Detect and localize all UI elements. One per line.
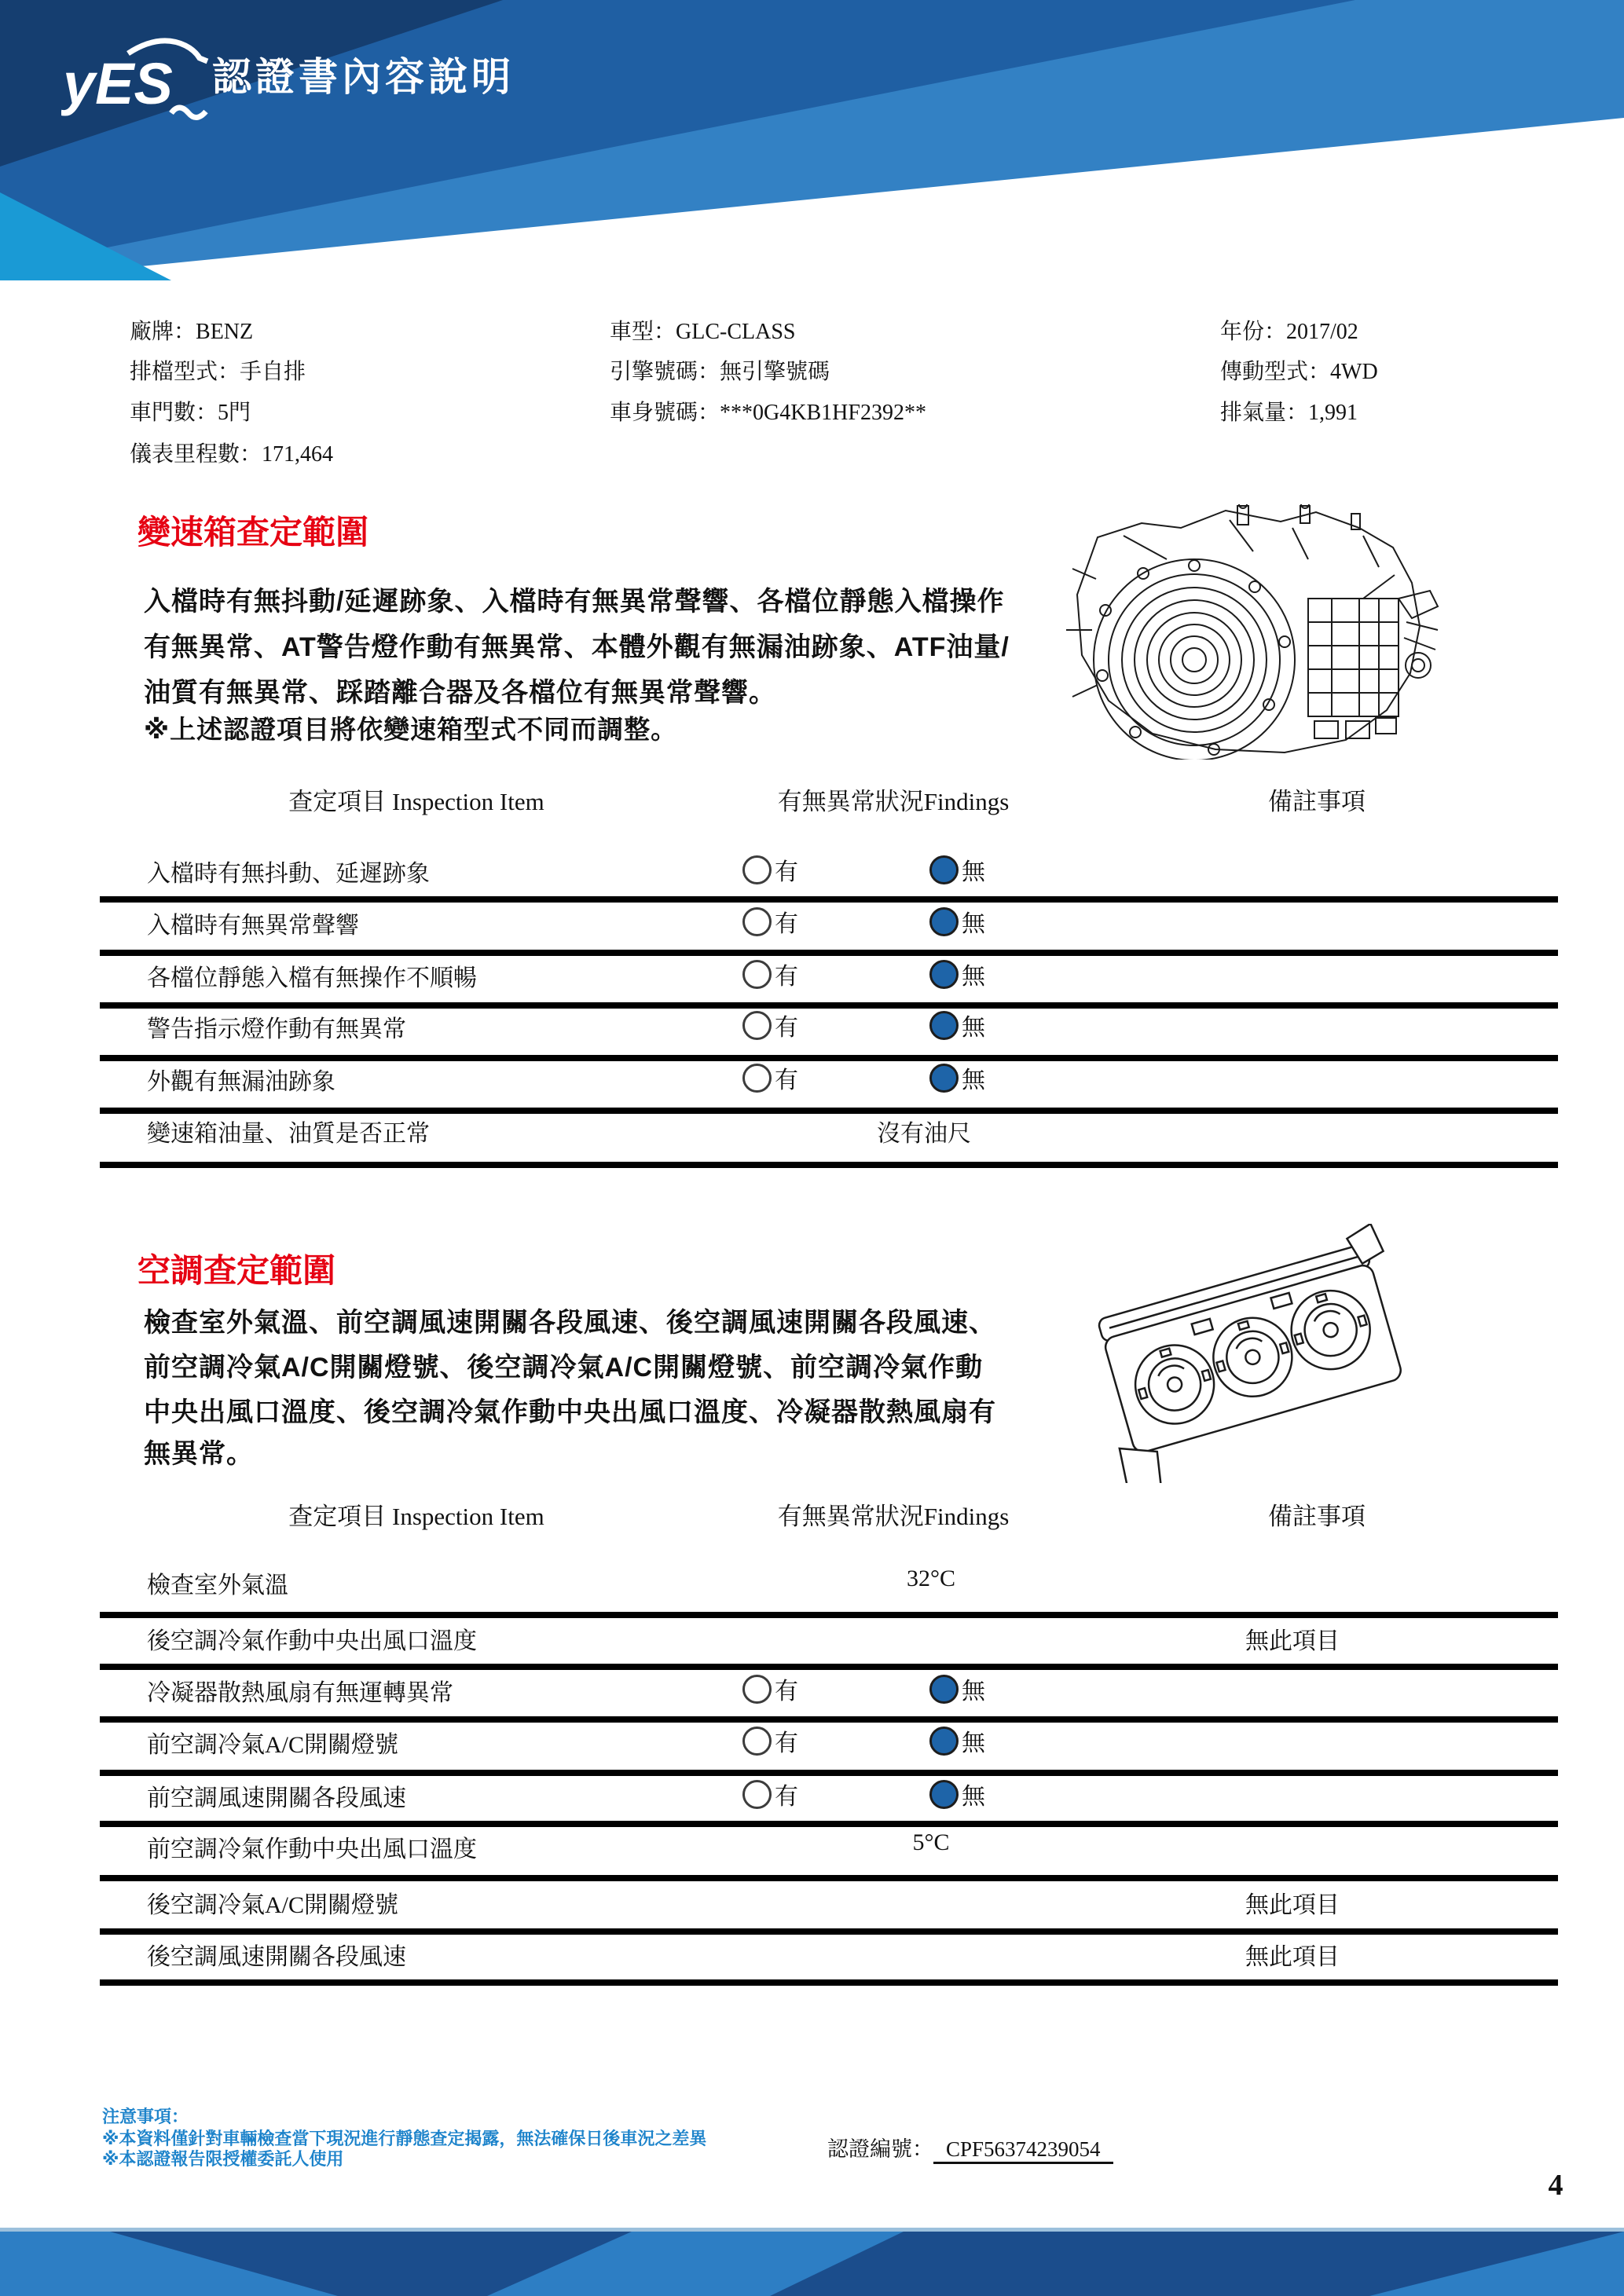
- radio-unselected-icon[interactable]: [742, 1727, 772, 1756]
- inspection-item-label: 入檔時有無異常聲響: [147, 913, 359, 939]
- ac-panel-illustration: [1091, 1224, 1413, 1483]
- inspection-item-label: 冷凝器散熱風扇有無運轉異常: [147, 1680, 453, 1706]
- field-value: 5門: [218, 401, 251, 425]
- inspection-item-label: 各檔位靜態入檔有無操作不順暢: [147, 965, 477, 991]
- radio-option-no[interactable]: [929, 957, 985, 991]
- logo-swoosh: [171, 108, 206, 118]
- row-divider: [100, 1162, 1558, 1168]
- vehicle-field-displacement: [1220, 395, 1358, 427]
- field-label: 車身號碼: [610, 401, 698, 425]
- radio-label: 無: [962, 1679, 985, 1705]
- certificate-number-value: CPF56374239054: [933, 2137, 1113, 2164]
- field-colon: ：: [654, 320, 676, 344]
- inspection-item-label: 後空調風速開關各段風速: [147, 1944, 406, 1970]
- remark-value: 無此項目: [1245, 1628, 1340, 1654]
- inspection-item-label: 警告指示燈作動有無異常: [147, 1016, 406, 1042]
- header-banner: [0, 0, 1624, 284]
- radio-option-yes[interactable]: [742, 1060, 798, 1095]
- transmission-desc-note: ※上述認證項目將依變速箱型式不同而調整。: [144, 715, 678, 744]
- field-label: 廠牌: [130, 320, 174, 344]
- radio-selected-icon[interactable]: [929, 855, 959, 884]
- radio-label: 有: [775, 1730, 798, 1756]
- aircon-desc-line: 檢查室外氣溫、前空調風速開關各段風速、後空調風速開關各段風速、: [144, 1308, 996, 1338]
- radio-selected-icon[interactable]: [929, 1011, 959, 1040]
- transmission-desc-line: 入檔時有無抖動/延遲跡象、入檔時有無異常聲響、各檔位靜態入檔操作: [144, 587, 1005, 617]
- t1-header-item: 查定項目 Inspection Item: [288, 788, 544, 815]
- radio-option-no[interactable]: [929, 1777, 985, 1811]
- table-row: [0, 1057, 1624, 1098]
- radio-label: 有: [775, 1067, 798, 1093]
- t1-header-findings: 有無異常狀況Findings: [777, 788, 1010, 815]
- field-colon: ：: [174, 320, 196, 344]
- t1-header-remark: 備註事項: [1268, 788, 1366, 815]
- vehicle-field-model: [610, 314, 796, 346]
- finding-value: 32°C: [906, 1565, 956, 1591]
- radio-unselected-icon[interactable]: [742, 1675, 772, 1704]
- field-value: 無引擎號碼: [720, 360, 830, 384]
- transmission-desc-line: 油質有無異常、踩踏離合器及各檔位有無異常聲響。: [144, 678, 776, 708]
- radio-option-no[interactable]: [929, 904, 985, 939]
- radio-selected-icon[interactable]: [929, 960, 959, 989]
- vehicle-field-mileage: [130, 437, 333, 468]
- remark-value: 無此項目: [1245, 1944, 1340, 1970]
- table-row: [0, 1932, 1624, 1973]
- field-colon: ：: [1286, 401, 1309, 425]
- remark-value: 無此項目: [1245, 1892, 1340, 1918]
- aircon-desc-line: 前空調冷氣A/C開關燈號、後空調冷氣A/C開關燈號、前空調冷氣作動: [144, 1353, 984, 1382]
- field-label: 排氣量: [1220, 401, 1287, 425]
- radio-label: 有: [775, 1015, 798, 1041]
- field-value: 1,991: [1308, 401, 1358, 425]
- radio-label: 無: [962, 964, 985, 990]
- field-value: 4WD: [1330, 360, 1378, 384]
- field-value: 171,464: [262, 442, 334, 467]
- radio-selected-icon[interactable]: [929, 1780, 959, 1809]
- row-divider: [100, 1979, 1558, 1986]
- radio-option-yes[interactable]: [742, 1723, 798, 1758]
- inspection-item-label: 前空調風速開關各段風速: [147, 1785, 406, 1811]
- inspection-item-label: 檢查室外氣溫: [147, 1573, 288, 1598]
- transmission-desc-line: 有無異常、AT警告燈作動有無異常、本體外觀有無漏油跡象、ATF油量/: [144, 632, 1010, 662]
- finding-value: 5°C: [912, 1829, 950, 1855]
- radio-option-yes[interactable]: [742, 957, 798, 991]
- vehicle-field-gearbox: [130, 354, 306, 386]
- radio-option-yes[interactable]: [742, 852, 798, 887]
- logo-text: yES: [63, 51, 173, 116]
- table-row: [0, 1880, 1624, 1921]
- table-row: [0, 1825, 1624, 1866]
- field-value: 手自排: [240, 360, 306, 384]
- radio-option-no[interactable]: [929, 1723, 985, 1758]
- t2-header-item: 查定項目 Inspection Item: [288, 1503, 544, 1530]
- table-row: [0, 849, 1624, 890]
- finding-value: 沒有油尺: [877, 1121, 971, 1147]
- vehicle-field-vin: [610, 395, 926, 427]
- field-colon: ：: [698, 360, 720, 384]
- field-value: 2017/02: [1286, 320, 1358, 344]
- transmission-section-title: 變速箱查定範圍: [137, 514, 369, 551]
- table-row: [0, 1720, 1624, 1761]
- inspection-item-label: 入檔時有無抖動、延遲跡象: [147, 861, 430, 887]
- aircon-section-title: 空調查定範圍: [137, 1252, 336, 1289]
- footer-note: ※本資料僅針對車輛檢查當下現況進行靜態查定揭露，無法確保日後車況之差異: [102, 2129, 707, 2148]
- field-label: 年份: [1220, 320, 1265, 344]
- field-colon: ：: [1264, 320, 1287, 344]
- table-row: [0, 954, 1624, 994]
- field-colon: ：: [196, 401, 218, 425]
- transmission-illustration: [1049, 504, 1442, 760]
- radio-unselected-icon[interactable]: [742, 1780, 772, 1809]
- field-colon: ：: [240, 442, 262, 467]
- radio-option-no[interactable]: [929, 852, 985, 887]
- radio-option-yes[interactable]: [742, 1672, 798, 1706]
- vehicle-field-drivetrain: [1220, 354, 1378, 386]
- field-colon: ：: [1308, 360, 1331, 384]
- vehicle-field-year: [1220, 314, 1358, 346]
- radio-option-no[interactable]: [929, 1008, 985, 1042]
- table-row: [0, 1109, 1624, 1150]
- radio-label: 有: [775, 1679, 798, 1705]
- inspection-item-label: 前空調冷氣作動中央出風口溫度: [147, 1836, 477, 1862]
- radio-label: 無: [962, 911, 985, 937]
- field-value: GLC-CLASS: [676, 320, 796, 344]
- table-row: [0, 1774, 1624, 1814]
- table-row: [0, 1561, 1624, 1602]
- radio-label: 無: [962, 1784, 985, 1810]
- radio-selected-icon[interactable]: [929, 1064, 959, 1093]
- footer-top-strip: [0, 2228, 1624, 2232]
- yes-logo: [61, 31, 226, 126]
- field-label: 引擎號碼: [610, 360, 698, 384]
- inspection-item-label: 後空調冷氣作動中央出風口溫度: [147, 1628, 477, 1654]
- radio-label: 無: [962, 859, 985, 885]
- field-value: ***0G4KB1HF2392**: [720, 401, 926, 425]
- radio-unselected-icon[interactable]: [742, 907, 772, 936]
- radio-unselected-icon[interactable]: [742, 855, 772, 884]
- radio-label: 有: [775, 964, 798, 990]
- table-row: [0, 901, 1624, 942]
- inspection-item-label: 外觀有無漏油跡象: [147, 1069, 335, 1095]
- field-label: 傳動型式: [1220, 360, 1309, 384]
- inspection-item-label: 前空調冷氣A/C開關燈號: [147, 1732, 399, 1758]
- radio-unselected-icon[interactable]: [742, 1011, 772, 1040]
- radio-option-no[interactable]: [929, 1672, 985, 1706]
- radio-unselected-icon[interactable]: [742, 1064, 772, 1093]
- radio-label: 無: [962, 1067, 985, 1093]
- t2-header-remark: 備註事項: [1268, 1503, 1366, 1530]
- radio-option-yes[interactable]: [742, 904, 798, 939]
- radio-selected-icon[interactable]: [929, 907, 959, 936]
- radio-label: 無: [962, 1730, 985, 1756]
- field-label: 車門數: [130, 401, 196, 425]
- field-value: BENZ: [196, 320, 254, 344]
- table-row: [0, 1668, 1624, 1709]
- vehicle-field-doors: [130, 395, 251, 427]
- inspection-item-label: 後空調冷氣A/C開關燈號: [147, 1892, 399, 1918]
- radio-unselected-icon[interactable]: [742, 960, 772, 989]
- radio-option-yes[interactable]: [742, 1008, 798, 1042]
- radio-label: 有: [775, 859, 798, 885]
- field-label: 排檔型式: [130, 360, 218, 384]
- radio-selected-icon[interactable]: [929, 1727, 959, 1756]
- footer-note: ※本認證報告限授權委託人使用: [102, 2149, 344, 2169]
- table-row: [0, 1005, 1624, 1045]
- t2-header-findings: 有無異常狀況Findings: [777, 1503, 1010, 1530]
- field-colon: ：: [218, 360, 240, 384]
- field-colon: ：: [698, 401, 720, 425]
- radio-option-no[interactable]: [929, 1060, 985, 1095]
- footer-notice-title: 注意事項：: [102, 2107, 189, 2126]
- radio-label: 有: [775, 911, 798, 937]
- aircon-desc-line: 無異常。: [144, 1439, 254, 1469]
- footer-banner: [0, 2228, 1624, 2296]
- vehicle-field-brand: [130, 314, 253, 346]
- radio-option-yes[interactable]: [742, 1777, 798, 1811]
- radio-label: 有: [775, 1784, 798, 1810]
- vehicle-field-engine-no: [610, 354, 830, 386]
- table-row: [0, 1617, 1624, 1657]
- certificate-number-row: [827, 2132, 1113, 2164]
- field-label: 儀表里程數: [130, 442, 240, 467]
- aircon-desc-line: 中央出風口溫度、後空調冷氣作動中央出風口溫度、冷凝器散熱風扇有: [144, 1397, 996, 1427]
- certificate-number-label: 認證編號：: [827, 2137, 933, 2161]
- radio-selected-icon[interactable]: [929, 1675, 959, 1704]
- page-number: 4: [1548, 2169, 1564, 2202]
- page-title: 認證書內容說明: [212, 55, 515, 99]
- inspection-item-label: 變速箱油量、油質是否正常: [147, 1121, 430, 1147]
- radio-label: 無: [962, 1015, 985, 1041]
- field-label: 車型: [610, 320, 654, 344]
